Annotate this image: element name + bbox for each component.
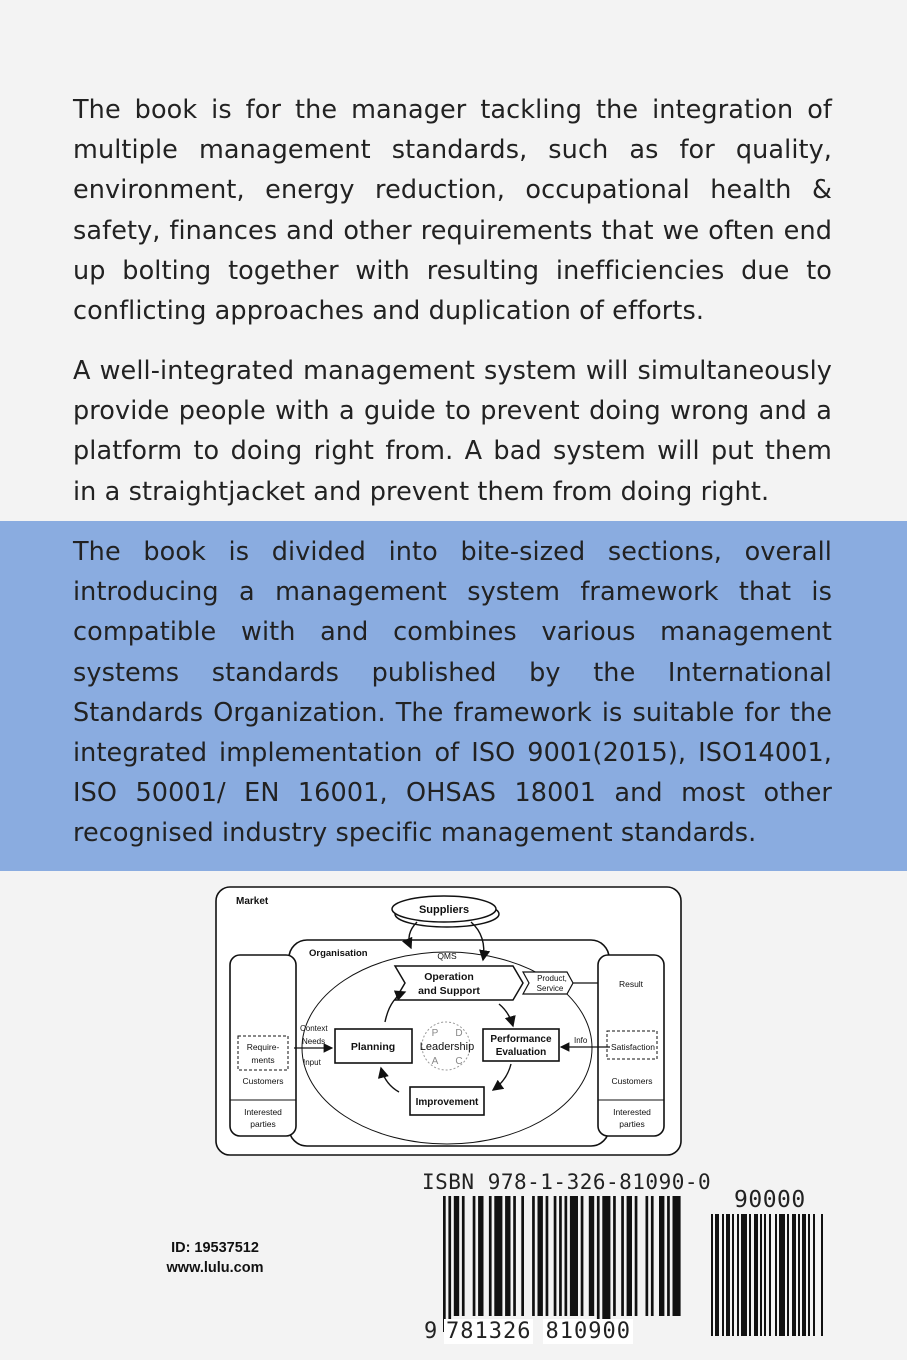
barcode-bar <box>779 1214 785 1336</box>
barcode-bar <box>792 1214 796 1336</box>
result-label: Result <box>618 979 644 989</box>
barcode-bar <box>754 1214 758 1336</box>
barcode-bar <box>769 1214 771 1336</box>
barcode-bar <box>821 1214 823 1336</box>
barcode-bar <box>732 1214 734 1336</box>
improvement-label: Improvement <box>415 1097 479 1108</box>
description-paragraph-2: A well-integrated management system will simultaneously provide people with a guide to prevent doing wrong and a platform to doing right from. A bad system will put them in a straightjacket and prevent them from doing right. <box>73 356 832 507</box>
barcode-bar <box>489 1196 492 1316</box>
barcode-bar <box>589 1196 594 1316</box>
barcode-bar <box>559 1196 562 1316</box>
pdca-a: A <box>431 1056 439 1067</box>
pdca-c: C <box>455 1056 463 1067</box>
barcode-bar <box>538 1196 543 1316</box>
barcode-bar <box>798 1214 800 1336</box>
barcode-bar <box>581 1196 584 1316</box>
suppliers-label: Suppliers <box>418 904 470 916</box>
isbn-barcode <box>443 1196 681 1336</box>
qms-label: QMS <box>437 951 457 961</box>
barcode-lead-digit: 9 <box>424 1319 438 1344</box>
interested-right-label-1: Interested <box>613 1107 651 1117</box>
barcode-bar <box>737 1214 739 1336</box>
barcode-bar <box>760 1214 762 1336</box>
barcode-bar <box>478 1196 483 1316</box>
requirements-label-2: ments <box>251 1055 275 1065</box>
product-label-1: Product, <box>537 974 567 983</box>
barcode-digits <box>424 1319 684 1344</box>
publisher-id: ID: 19537512 <box>171 1240 259 1256</box>
price-code: 90000 <box>734 1187 806 1213</box>
product-label-2: Service <box>536 984 564 993</box>
barcode-bar <box>627 1196 632 1316</box>
barcode-bar <box>722 1214 724 1336</box>
customers-right-label: Customers <box>611 1076 653 1086</box>
barcode-bar <box>813 1214 815 1336</box>
barcode-bar <box>532 1196 535 1316</box>
barcode-bar <box>667 1196 670 1316</box>
operation-label-1: Operation <box>424 971 474 983</box>
barcode-bar <box>635 1196 638 1316</box>
barcode-bar <box>749 1214 751 1336</box>
barcode-bar <box>505 1196 510 1316</box>
barcode-bar <box>454 1196 459 1316</box>
barcode-bar <box>448 1196 451 1332</box>
barcode-bar <box>613 1196 616 1316</box>
market-label: Market <box>236 896 269 907</box>
description-paragraph-1: The book is for the manager tackling the integration of multiple management standards, such as for quality, environment, energy reduction, occupational health & safety, finances and other requirements that we often end up bolting together with resulting inefficiencies due to conflicting approaches and duplication of efforts. <box>73 95 832 327</box>
context-label: Context <box>300 1024 328 1033</box>
barcode-bar <box>494 1196 502 1316</box>
leadership-label: Leadership <box>419 1041 475 1053</box>
satisfaction-label: Satisfaction <box>611 1042 655 1052</box>
barcode-bar <box>546 1196 549 1316</box>
customers-left-label: Customers <box>242 1076 284 1086</box>
publisher-info <box>140 1238 290 1278</box>
barcode-bar <box>711 1214 713 1336</box>
barcode-bar <box>473 1196 476 1316</box>
barcode-bar <box>646 1196 649 1316</box>
barcode-bar <box>802 1214 806 1336</box>
publisher-url: www.lulu.com <box>166 1260 264 1276</box>
planning-label: Planning <box>350 1041 396 1053</box>
interested-left-label-1: Interested <box>244 1107 282 1117</box>
barcode-bar <box>513 1196 516 1316</box>
input-label: Input <box>303 1058 321 1067</box>
operation-label-2: and Support <box>418 985 480 997</box>
barcode-digit-group-2: 810900 <box>545 1319 631 1344</box>
barcode-bar <box>808 1214 810 1336</box>
management-system-diagram <box>215 886 683 1158</box>
pdca-p: P <box>431 1028 439 1039</box>
barcode-bar <box>621 1196 624 1316</box>
barcode-bar <box>775 1214 777 1336</box>
isbn-text: ISBN 978-1-326-81090-0 <box>422 1170 712 1194</box>
addon-barcode <box>711 1214 831 1340</box>
barcode-bar <box>443 1196 446 1332</box>
barcode-bar <box>673 1196 681 1316</box>
barcode-bar <box>570 1196 578 1316</box>
barcode-bar <box>651 1196 654 1316</box>
barcode-digit-group-1: 781326 <box>446 1319 532 1344</box>
barcode-bar <box>554 1196 557 1316</box>
performance-label-1: Performance <box>490 1034 552 1045</box>
barcode-bar <box>715 1214 719 1336</box>
requirements-label-1: Require- <box>246 1042 280 1052</box>
barcode-bar <box>565 1196 568 1316</box>
performance-label-2: Evaluation <box>495 1047 547 1058</box>
barcode-bar <box>726 1214 730 1336</box>
barcode-bar <box>602 1196 610 1332</box>
barcode-bar <box>787 1214 789 1336</box>
barcode-bar <box>521 1196 524 1316</box>
interested-right-label-2: parties <box>619 1119 645 1129</box>
needs-label: Needs <box>302 1037 326 1046</box>
interested-left-label-2: parties <box>250 1119 276 1129</box>
barcode-bar <box>764 1214 766 1336</box>
pdca-d: D <box>455 1028 463 1039</box>
description-paragraph-3: The book is divided into bite-sized sections, overall introducing a management system framework that is compatible with and combines various management systems standards published by the International Standards Organization. The framework is suitable for the integrated implementation of ISO 9001(2015), ISO14001, ISO 50001/ EN 16001, OHSAS 18001 and most other recognised industry specific management standards. <box>73 537 832 849</box>
barcode-bar <box>597 1196 600 1332</box>
barcode-bar <box>659 1196 664 1316</box>
barcode-bar <box>741 1214 747 1336</box>
organisation-label: Organisation <box>309 948 368 959</box>
info-label: Info <box>574 1036 588 1045</box>
barcode-bar <box>462 1196 465 1316</box>
